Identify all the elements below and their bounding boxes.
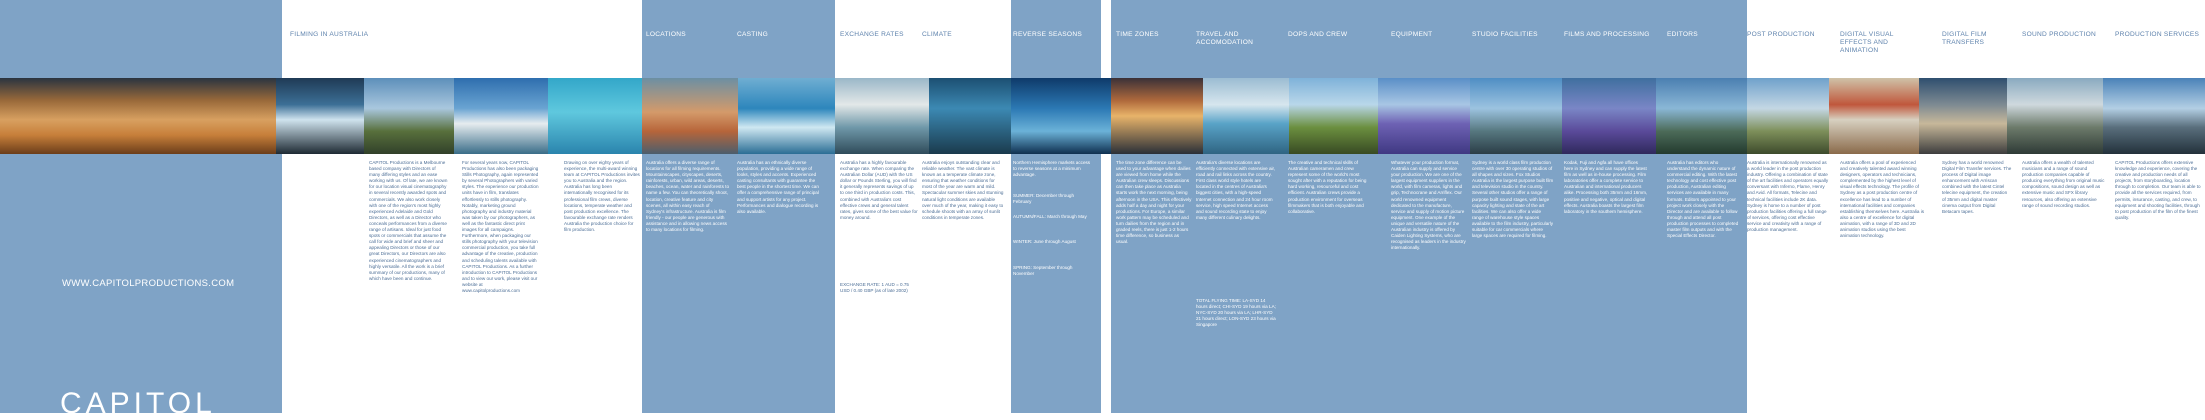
brand-logo: CAPITOL (60, 387, 216, 420)
timezones-text: The time zone difference can be used to your advantage when dailies are viewed from home while the Australian crew sleeps. Discussions can then take place as Australia starts work the next morning, being afternoon in the USA. This effectively adds half a day and night for your productions. For Europe, a similar work pattern may be scheduled and turn dailies from the region and in graded reels, there is just 1-2 hours time difference, so business as usual. (1116, 160, 1192, 245)
clifftop-photo (1747, 78, 1829, 154)
exchange-text: Australia has a highly favourable exchange rate. When comparing the Australian Dollar (AUD) with the US dollar or Pounds Sterling, you will find it generally represents savings of up to one third in production costs. This, combined with Australia's cost effective crews and general talent rates, gives some of the best value for money around. (840, 160, 918, 220)
seasons-intro-text: Northern Hemisphere markets access to reverse seasons at a minimum advantage. (1013, 160, 1091, 178)
heading-filming: FILMING IN AUSTRALIA (290, 31, 369, 38)
panel-timezones-spacer (1101, 0, 1111, 413)
harbour-photo (1470, 78, 1562, 154)
website-url: WWW.CAPITOLPRODUCTIONS.COM (62, 278, 235, 289)
panel-seasons-bg (1011, 0, 1111, 413)
filming-text-2: For several years now, CAPITOL Productions has also been packaging Stills Photography, again represented by several Photographers with varied styles. The experience our production units have in film, translates effortlessly to stills photography. Notably, marketing ground photography and industry material was taken by our photographers, as well as the fantastic direct print images for all campaigns. Furthermore, when packaging our stills photography with your television commercial production, you take full advantage of the creative, production and scheduling talents available with CAPITOL Productions. As a further introduction to CAPITOL Productions and to view our work, please visit our website at www.capitolproductions.com (462, 160, 539, 293)
vfx-text: Australia offers a pool of experienced and creatively talented award winning designers, operators and technicians, complemented by the highest level of visual effects technology. The profile of Sydney as a post production centre of excellence has lead to a number of international facilities and companies establishing themselves here. Australia is also a centre of excellence for digital animation, with a range of 3D and 2D animation studios using the best animation technology. (1840, 160, 1925, 239)
heading-equipment: EQUIPMENT (1391, 31, 1433, 38)
coastal-road-photo (364, 78, 454, 154)
rocky-beach-photo (276, 78, 364, 154)
swimmer-photo (548, 78, 642, 154)
seasons-spring-text: SPRING: September through November (1013, 265, 1073, 277)
purple-field-photo (1562, 78, 1656, 154)
shoreline-photo (835, 78, 929, 154)
ocean-rocks-photo (929, 78, 1011, 154)
heading-exchange: EXCHANGE RATES (840, 31, 904, 38)
seasons-autumn-text: AUTUMN/FALL: March through May (1013, 214, 1087, 219)
blue-water-photo (1011, 78, 1111, 154)
travel-text: Australia's diverse locations are efficiently connected with extensive air, road and rail links across the country. First class world style hotels are located in the centres of Australia's biggest cities, with a high-speed Internet connection and 24 hour room service, high speed Internet access and sound recording state to enjoy many different culinary delights. (1196, 160, 1276, 220)
heading-locations: LOCATIONS (646, 31, 686, 38)
climate-text: Australia enjoys outstanding clear and reliable weather. The vast climate is known as a temperate climate zone, ensuring that weather conditions for most of the year are warm and mild. Spectacular summer skies and stunning natural light conditions are available over much of the year, making it easy to schedule shoots with an array of sunlit conditions in temperate zones. (922, 160, 1004, 220)
canal-photo (2007, 78, 2103, 154)
heading-sound: SOUND PRODUCTION (2022, 31, 2096, 38)
heading-travel: TRAVEL AND ACCOMODATION (1196, 31, 1254, 46)
desert-dunes-photo (0, 78, 276, 154)
intro-text: CAPITOL PRODUCTIONS HAS OVERSEEN ON THE WORK WE DO FOR THE INTERNATIONAL MARKET. WE CUSTOMISE OUR WORKING WITH OVERSEAS COMPANIES AND INTRODUCING YOU TO THE BEST AGENCIES OF FILMING IN AUSTRALIA WITH THE PEOPLE. BE WELL IN FILMING. OUR CREATIVE TALENT HAS EXTENSIVE TIME TO SOME OF THE MOST EXPERIENCED AND INTERNATIONALLY AWARDED DIRECTORS AVAILABLE. WE MAKE IT OUR PRIORITY TO OFFER MORE ASSISTANCE ON WORK SHOOT AND THE WORLD RESOURCE WE BRING FROM TAKE TO TRANSMIT TO OUR ACHIEVEMENTS. (289, 160, 365, 275)
locations-text: Australia offers a diverse range of locations for all filming requirements. Mountainscapes, cityscapes, deserts, rainforests, urban, wild areas, deserts, beaches, ocean, water and rainforests to name a few. You can theoretically shoot, location, creative feature and city scenes, all within easy reach of Sydney's infrastructure. Australia is film friendly - our people are generous with assistance and in allowing news access to many locations for filming. (646, 160, 729, 233)
heading-editors: EDITORS (1667, 31, 1698, 38)
cover-panel (0, 0, 282, 413)
sound-text: Australia offers a wealth of talented musicians and a range of sound production companies capable of producing everything from original music compositions, sound design as well as extensive music and SFX library resources, also offering an extensive range of sound recording studios. (2022, 160, 2105, 208)
opera-house-photo (454, 78, 548, 154)
heading-post: POST PRODUCTION (1747, 31, 1815, 38)
heading-studio: STUDIO FACILITIES (1472, 31, 1538, 38)
heading-dft: DIGITAL FILM TRANSFERS (1942, 31, 1987, 46)
city-street-photo (1919, 78, 2007, 154)
services-text: CAPITOL Productions offers extensive knowledge and experience, covering the creative and production needs of all projects, from storyboarding, location through to completion. Our team is able to provide all the services required, from permits, insurance, casting, and crew, to equipment and shooting facilities, through to post production of the film of the finest quality. (2115, 160, 2201, 220)
sunset-photo (1111, 78, 1203, 154)
surfer-photo (738, 78, 835, 154)
heading-dops: DOPS AND CREW (1288, 31, 1348, 38)
heading-climate: CLIMATE (922, 31, 952, 38)
heading-timezones: TIME ZONES (1116, 31, 1159, 38)
editors-text: Australia has editors who understand the dynamic nature of commercial editing. With the latest technology and cost effective post production, Australian editing services are available in many formats. Editors appointed to your project work closely with the Director and are available to follow through and attend all post production processes to completed master film outputs and with the Special Effects Director. (1667, 160, 1739, 239)
filming-text-3: Drawing on over eighty years of experience, the multi-award winning team at CAPITOL Productions invites you to Australia and the region. Australia has long been internationally recognised for its professional film crews, diverse locations, temperate weather and post production excellence. The favourable exchange rate renders Australia the production choice for film production. (564, 160, 640, 233)
filming-text-1: CAPITOL Productions is a Melbourne based company with Directors of many differing styles and an ease working with us. Of late, we are known for our location visual cinematography in several recently awarded spots and commercials. We also work closely with one of the region's most highly experienced Adelaide and Gold Directors, as well as a Director who conceals performances from a diverse range of artisans. Ideal for just food spots or commercials that assume the call for wide and brief and sheer and appealing Directors or those of our great Directors, our Directors are also experienced cinematographers and highly versatile. All the work is a brief summary of our productions, many of which have been and continue. (369, 160, 448, 281)
dft-text: Sydney has a world renowned Digital Film Transfer services. The process of Digital image enhancement with Arriscan combined with the latest Cintel telecine equipment, the creation of 35mm and digital master cinema output from Digital Betacam tapes. (1942, 160, 2012, 214)
seasons-winter-text: WINTER: June through August (1013, 239, 1076, 244)
coastline-photo (1656, 78, 1747, 154)
heading-films: FILMS AND PROCESSING (1564, 31, 1650, 38)
skyline-photo (2103, 78, 2205, 154)
tree-landscape-photo (1289, 78, 1378, 154)
equipment-text: Whatever your production format, Australia can supply and service your production. We are one of the largest equipment suppliers in the world, with film cameras, lights and grip, Technocrane and Arriflex. Our world renowned equipment dedicated to the manufacture, service and supply of motion picture equipment. One example of the unique and versatile nature of the Australian industry is offered by Caiden Lighting Systems, who are recognised as leaders in the industry internationally. (1391, 160, 1466, 251)
heading-casting: CASTING (737, 31, 769, 38)
photo-strip (0, 78, 2205, 154)
pool-photo (1203, 78, 1289, 154)
exchange-rate-text: EXCHANGE RATE: 1 AUD = 0.75 USD / 0.40 GBP (as of late 2002) (840, 282, 909, 294)
heritage-building-photo (1829, 78, 1919, 154)
studio-text: Sydney is a world class film production centre with over 30 operating studios of all shapes and sizes. Fox Studios Australia is the largest purpose built film and television studio in the country. Several other studios offer a range of purpose built sound stages, with large capacity lighting and state of the art facilities. We can also offer a wide range of warehouse style spaces available to the film industry, particularly suitable for car commercials where large spaces are required for filming. (1472, 160, 1554, 239)
woman-portrait-photo (642, 78, 738, 154)
heading-services: PRODUCTION SERVICES (2115, 31, 2200, 38)
heading-seasons: REVERSE SEASONS (1013, 31, 1082, 38)
films-text: Kodak, Fuji and Agfa all have offices here in Sydney and can supply the latest film as well as in-house processing. Film laboratories offer a complete service to Australian and international producers alike. Processing both 35mm and 16mm, positive and negative, optical and digital effects. Australia boasts the largest film laboratory in the southern hemisphere. (1564, 160, 1648, 214)
heading-vfx: DIGITAL VISUAL EFFECTS AND ANIMATION (1840, 31, 1894, 54)
post-text: Australia is internationally renowned as a world leader in the post production industry. Offering a combination of state of the art facilities and operators equally conversant with Inferno, Flame, Henry and Avid. All formats, Telecine and technical facilities include 2K data. Sydney is home to a number of post production facilities offering a full range of services, offering cost effective service and creativity with a range of production management. (1747, 160, 1829, 233)
travel-flying-text: TOTAL FLYING TIME: LA-SYD 14 hours direct; CHI-SYD 19 hours via LA; NYC-SYD 20 hours via LA; LHR-SYD 21 hours direct; LON-SYD 23 hours via Singapore (1196, 298, 1276, 328)
dops-text: The creative and technical skills of Australian cameramen and crew represent some of the world's most sought after with a reputation for being hard working, resourceful and cost efficient. Australian crews provide a production environment for overseas filmmakers that is both enjoyable and collaborative. (1288, 160, 1367, 214)
seasons-summer-text: SUMMER: December through February (1013, 193, 1075, 205)
lavender-field-photo (1378, 78, 1470, 154)
casting-text: Australia has an ethnically diverse population, providing a wide range of looks, styles and accents. Experienced casting consultants with guarantee the best people in the shortest time. We can offer a comprehensive range of principal and support artists for any project. Performances and dialogue recording is also available. (737, 160, 819, 214)
